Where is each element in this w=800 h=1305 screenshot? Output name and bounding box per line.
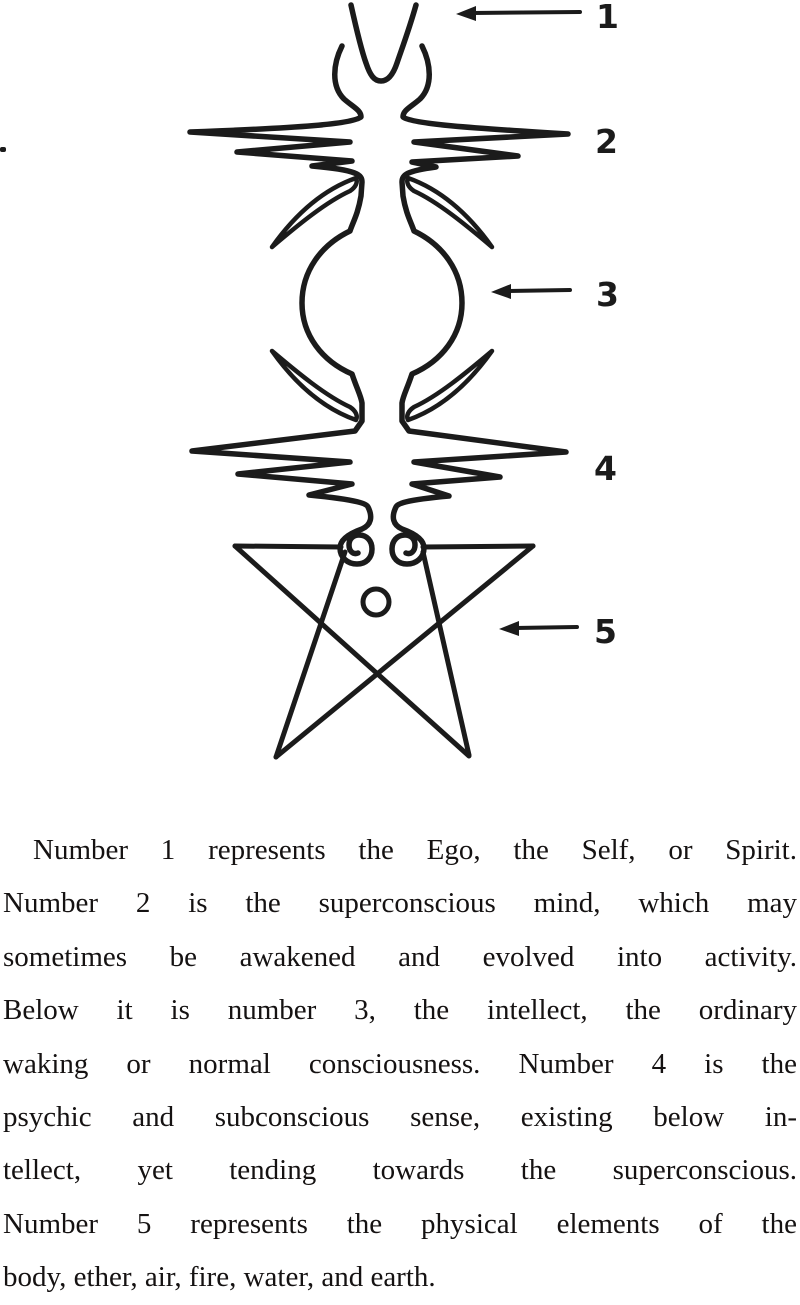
figure-label-3: 3 — [596, 275, 619, 314]
arrow-5-shaft — [515, 627, 577, 628]
paragraph-line: Number 1 represents the Ego, the Self, or Spirit. — [33, 834, 797, 866]
left-arrowhead-icon — [499, 621, 519, 636]
pentagram-inner-circle — [363, 589, 389, 615]
arrow-1-shaft — [472, 12, 580, 13]
pentagram-edge-right-to-bottomleft — [276, 546, 533, 757]
scan-artifact — [0, 147, 6, 152]
pentagram — [235, 546, 533, 757]
pentagram-top-edge-left — [235, 546, 341, 547]
arrow-3 — [491, 284, 570, 299]
paragraph-line: Number 2 is the superconscious mind, which may — [3, 887, 797, 920]
paragraph-line: body, ether, air, fire, water, and earth. — [3, 1261, 436, 1294]
arrow-1 — [456, 6, 580, 21]
paragraph-line: Number 5 represents the physical elements of the — [3, 1207, 797, 1240]
body-paragraph — [0, 824, 800, 1305]
paragraph-line: Below it is number 3, the intellect, the ordinary — [3, 994, 797, 1027]
emblem-left-outline — [190, 46, 372, 564]
arrow-5 — [499, 621, 577, 636]
crescent-horn-lower-right — [407, 351, 492, 420]
figure-label-4: 4 — [594, 449, 617, 488]
figure-label-2: 2 — [595, 122, 618, 161]
figure-label-1: 1 — [596, 0, 619, 36]
left-arrowhead-icon — [456, 6, 476, 21]
pentagram-top-edge-right — [423, 546, 533, 547]
paragraph-line: waking or normal consciousness. Number 4 is the — [3, 1047, 797, 1080]
arrow-3-shaft — [507, 290, 570, 291]
paragraph-line: tellect, yet tending towards the superconscious. — [3, 1154, 797, 1187]
emblem-right-outline — [392, 46, 568, 564]
pentagram-edge-left-to-bottomright — [235, 546, 469, 756]
crescent-horn-lower-left — [272, 351, 357, 420]
figure-label-5: 5 — [594, 612, 617, 651]
fork-emblem-top — [351, 5, 416, 81]
paragraph-line: psychic and subconscious sense, existing below in- — [3, 1100, 797, 1133]
pentagram-leg-right — [423, 552, 469, 755]
paragraph-line: sometimes be awakened and evolved into activity. — [3, 940, 797, 973]
left-arrowhead-icon — [491, 284, 511, 299]
